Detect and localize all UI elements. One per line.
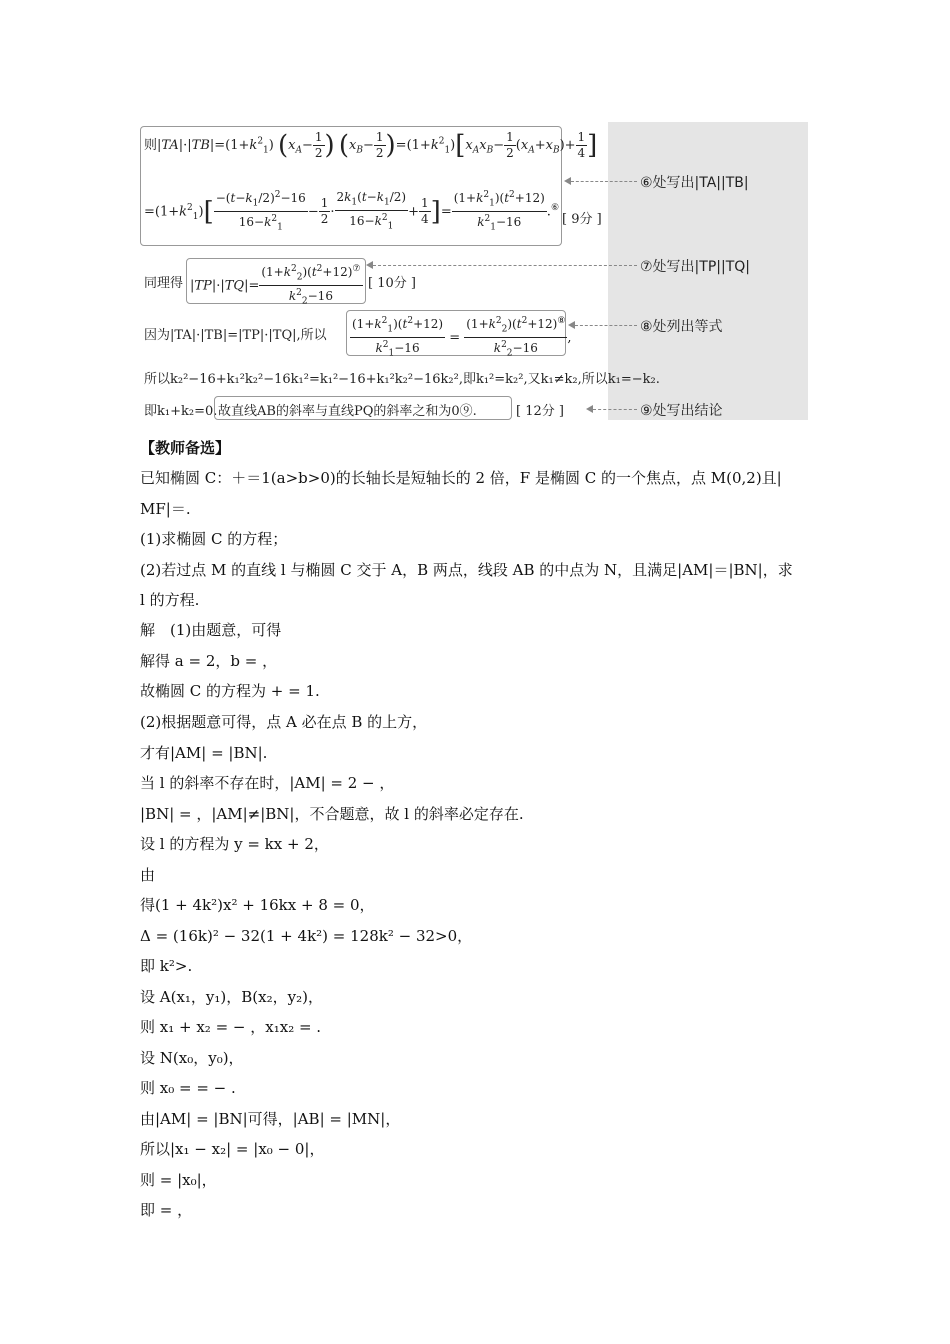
text-line: 故椭圆 C 的方程为 + = 1. bbox=[140, 682, 320, 700]
text-line: 设 l 的方程为 y = kx + 2， bbox=[140, 835, 329, 853]
arrow-8-head bbox=[568, 321, 575, 329]
text-line: (2)若过点 M 的直线 l 与椭圆 C 交于 A，B 两点，线段 AB 的中点为 N，且满足|AM|＝|BN|，求 bbox=[140, 561, 793, 579]
text-line: (2)根据题意可得，点 A 必在点 B 的上方， bbox=[140, 713, 428, 731]
text-line: 由 bbox=[140, 866, 156, 884]
text-line: 则 x₀ = = − . bbox=[140, 1079, 236, 1097]
solution-figure bbox=[140, 122, 808, 420]
text-line: 得(1 + 4k²)x² + 16kx + 8 = 0， bbox=[140, 896, 375, 914]
arrow-7-line bbox=[373, 265, 637, 266]
score-12: [ 12分 ] bbox=[516, 404, 564, 419]
text-line: 当 l 的斜率不存在时，|AM| = 2 − ， bbox=[140, 774, 395, 792]
text-line: l 的方程. bbox=[140, 591, 200, 609]
text-line: 才有|AM| = |BN|. bbox=[140, 744, 268, 762]
text-line: 解得 a = 2，b = ， bbox=[140, 652, 278, 670]
text-line: 即 k²>. bbox=[140, 957, 193, 975]
text-line: 由|AM| = |BN|可得，|AB| = |MN|， bbox=[140, 1110, 401, 1128]
text-line: 即 = ， bbox=[140, 1201, 193, 1219]
text-line: (1)求椭圆 C 的方程； bbox=[140, 530, 288, 548]
text-line: 所以|x₁ − x₂| = |x₀ − 0|， bbox=[140, 1140, 325, 1158]
formula-row-4-boxed: $\frac{(1+k^2_1)(t^2+12)}{k^2_1-16}$ = $\frac{(1+k^2_2)(t^2+12)^⑧}{k^2_2-16}$ , bbox=[352, 316, 572, 359]
note-7: ⑦处写出|TP||TQ| bbox=[640, 259, 750, 275]
arrow-6-head bbox=[564, 177, 571, 185]
formula-prefix: 则 bbox=[144, 138, 158, 153]
note-8: ⑧处列出等式 bbox=[640, 319, 723, 335]
formula-prefix: 因为|TA|·|TB|=|TP|·|TQ|,所以 bbox=[144, 328, 327, 343]
text-line: Δ = (16k)² − 32(1 + 4k²) = 128k² − 32>0， bbox=[140, 927, 473, 945]
note-9: ⑨处写出结论 bbox=[640, 403, 723, 419]
score-9: [ 9分 ] bbox=[562, 212, 602, 227]
section-title: 【教师备选】 bbox=[140, 439, 231, 457]
formula-row-1: 则$|TA|\cdot|TB|=(1+k^2_1)$ ($x_A-$ $\frac{1}{2}$ ) ($x_B-$ $\frac{1}{2}$ )$=(1+k^2_1)[x_Ax_B-$ $\frac{1}{2}$ $(x_A+x_B)+$ $\frac{1}{4}$ ] bbox=[144, 130, 598, 161]
formula-row-6: 即k₁+k₂=0. bbox=[144, 404, 218, 419]
text-line: 已知椭圆 C：＋＝1(a>b>0)的长轴长是短轴长的 2 倍，F 是椭圆 C 的一个焦点，点 M(0,2)且| bbox=[140, 469, 782, 487]
text-line: 则 = |x₀|， bbox=[140, 1171, 217, 1189]
arrow-7-head bbox=[366, 261, 373, 269]
text-line: 则 x₁ + x₂ = − ，x₁x₂ = . bbox=[140, 1018, 322, 1036]
text-line: 解 (1)由题意，可得 bbox=[140, 621, 282, 639]
text-line: MF|＝. bbox=[140, 500, 191, 518]
arrow-8-line bbox=[575, 325, 637, 326]
note-6: ⑥处写出|TA||TB| bbox=[640, 175, 749, 191]
arrow-9-line bbox=[593, 409, 637, 410]
arrow-9-head bbox=[586, 405, 593, 413]
score-10: [ 10分 ] bbox=[368, 276, 416, 291]
formula-row-6-boxed: 故直线AB的斜率与直线PQ的斜率之和为0⑨. bbox=[218, 404, 477, 419]
text-line: 设 A(x₁，y₁)，B(x₂，y₂)， bbox=[140, 988, 323, 1006]
formula-row-3 bbox=[144, 272, 183, 291]
formula-prefix: 同理得 bbox=[144, 276, 184, 291]
formula-row-4 bbox=[144, 324, 327, 343]
formula-row-3-boxed: |TP|·|TQ|= $\frac{(1+k^2_2)(t^2+12)^⑦}{k^2_2-16}$ bbox=[190, 264, 361, 307]
text-line: |BN| = ，|AM|≠|BN|，不合题意，故 l 的斜率必定存在. bbox=[140, 805, 524, 823]
text-line: 设 N(x₀，y₀)， bbox=[140, 1049, 244, 1067]
formula-row-5: 所以k₂²−16+k₁²k₂²−16k₁²=k₁²−16+k₁²k₂²−16k₂²,即k₁²=k₂²,又k₁≠k₂,所以k₁=−k₂. bbox=[144, 372, 660, 387]
formula-row-2: $=(1+k^2_1)$[ $\frac{-(t-k_1/2)^2-16}{16-k^2_1}$ − $\frac{1}{2}$ · $\frac{2k_1(t-k_1/2)}{16-k^2_1}$ + $\frac{1}{4}$ ]= $\frac{(1+k^2_1)(t^2+12)}{k^2_1-16}$ .⑥ bbox=[144, 189, 560, 233]
arrow-6-line bbox=[571, 181, 637, 182]
